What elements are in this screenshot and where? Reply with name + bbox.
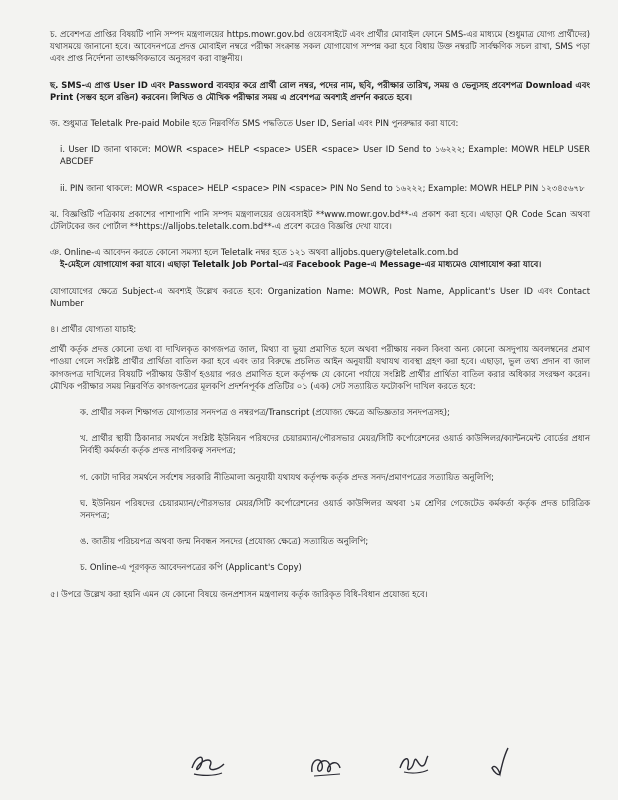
section-4-title: ৪। প্রার্থীর যোগ্যতা যাচাই: bbox=[50, 324, 137, 335]
list-item-cha: চ. Online-এ পূরণকৃত আবেদনপত্রের কপি (Applicant's Copy) bbox=[80, 562, 302, 573]
list-item-kha: খ. প্রার্থীর স্থায়ী ঠিকানার সমর্থনে সংশ্লিষ্ট ইউনিয়ন পরিষদের চেয়ারম্যান/পৌরসভার মেয়র/সিটি কর্পোরেশনের ওয়ার্ড কাউন্সিলর/ক্যান্টনমেন্ট বোর্ডের প্রধান নির্বাহী কর্মকর্তা কর্তৃক প্রদত্ত নাগরিকত্ব সনদপত্র; bbox=[80, 433, 590, 456]
para-jha: ঝ. বিজ্ঞপ্তিটি পত্রিকায় প্রকাশের পাশাপাশি পানি সম্পদ মন্ত্রণালয়ের ওয়েবসাইট **www.mowr.gov.bd**-এ প্রকাশ করা হবে। এছাড়া QR Code Scan অথবা টেলিটকের জব পোর্টাল **https://alljobs.teletalk.com.bd**-এ প্রবেশ করেও বিজ্ঞপ্তি দেখা যাবে। bbox=[50, 208, 590, 232]
signature-4 bbox=[486, 746, 516, 780]
para-ja-i: i. User ID জানা থাকলে: MOWR <space> HELP <space> USER <space> User ID Send to ১৬২২২; Example: MOWR HELP USER ABCDEF bbox=[60, 144, 590, 167]
signature-3 bbox=[396, 748, 432, 778]
section-5: ৫। উপরে উল্লেখ করা হয়নি এমন যে কোনো বিষয়ে জনপ্রশাসন মন্ত্রণালয় কর্তৃক জারিকৃত বিধি-বিধান প্রযোজ্য হবে। bbox=[50, 588, 428, 599]
list-item-uma: ঙ. জাতীয় পরিচয়পত্র অথবা জন্ম নিবন্ধন সনদের (প্রযোজ্য ক্ষেত্রে) সত্যায়িত অনুলিপি; bbox=[80, 536, 369, 547]
para-chha: ছ. SMS-এ প্রাপ্ত User ID এবং Password ব্যবহার করে প্রার্থী রোল নম্বর, পদের নাম, ছবি, পরীক্ষার তারিখ, সময় ও ভেন্যুসহ প্রবেশপত্র Download এবং Print (সম্ভব হলে রঙিন) করবেন। লিখিত ও মৌখিক পরীক্ষার সময় এ প্রবেশপত্র অবশ্যই প্রদর্শন করতে হবে। bbox=[50, 79, 590, 102]
list-item-ga: গ. কোটা দাবির সমর্থনে সর্বশেষ সরকারি নীতিমালা অনুযায়ী যথাযথ কর্তৃপক্ষ কর্তৃক প্রদত্ত সনদ/প্রমাণপত্রের সত্যায়িত অনুলিপি; bbox=[80, 471, 494, 482]
para-ja: জ. শুধুমাত্র Teletalk Pre-paid Mobile হতে নিম্নবর্ণিত SMS পদ্ধতিতে User ID, Serial এবং PIN পুনরুদ্ধার করা যাবে: bbox=[50, 118, 459, 129]
para-nya-line2: ই-মেইলে যোগাযোগ করা যাবে। এছাড়া Teletalk Job Portal-এর Facebook Page-এ Message-এর মাধ্যমেও যোগাযোগ করা যাবে। bbox=[60, 259, 542, 270]
para-cha: চ. প্রবেশপত্র প্রাপ্তির বিষয়টি পানি সম্পদ মন্ত্রণালয়ের https.mowr.gov.bd ওয়েবসাইটে এবং প্রার্থীর মোবাইল ফোনে SMS-এর মাধ্যমে (শুধুমাত্র যোগ্য প্রার্থীদের) যথাসময়ে জানানো হবে। আবেদনপত্রে প্রদত্ত মোবাইল নম্বরে পরীক্ষা সংক্রান্ত সকল যোগাযোগ সম্পন্ন করা হবে বিধায় উক্ত নম্বরটি সার্বক্ষণিক সচল রাখা, SMS পড়া এবং প্রাপ্ত নির্দেশনা তাৎক্ষণিকভাবে অনুসরণ করা বাঞ্ছনীয়। bbox=[50, 29, 590, 64]
signature-2 bbox=[306, 750, 346, 780]
list-item-gha: ঘ. ইউনিয়ন পরিষদের চেয়ারম্যান/পৌরসভার মেয়র/সিটি কর্পোরেশনের ওয়ার্ড কাউন্সিলর অথবা ১ম শ্রেণির গেজেটেড কর্মকর্তা কর্তৃক প্রদত্ত চারিত্রিক সনদপত্র; bbox=[80, 497, 590, 521]
para-contact: যোগাযোগের ক্ষেত্রে Subject-এ অবশ্যই উল্লেখ করতে হবে: Organization Name: MOWR, Post Name, Applicant's User ID এবং Contact Number bbox=[50, 285, 590, 308]
section-4-body: প্রার্থী কর্তৃক প্রদত্ত কোনো তথ্য বা দাখিলকৃত কাগজপত্র জাল, মিথ্যা বা ভুয়া প্রমাণিত হলে অথবা পরীক্ষায় নকল কিংবা অন্য কোনো অসদুপায় অবলম্বনের প্রমাণ পাওয়া গেলে সংশ্লিষ্ট প্রার্থীর প্রার্থিতা বাতিল করা হবে এবং তার বিরুদ্ধে প্রচলিত আইন অনুযায়ী যথাযথ ব্যবস্থা গ্রহণ করা হবে। এছাড়া, ভুল তথ্য প্রদান বা জাল কাগজপত্র দাখিলের বিষয়টি পরীক্ষায় উত্তীর্ণ হওয়ার পরও প্রমাণিত হলে কর্তৃপক্ষ যে কোনো পর্যায়ে সংশ্লিষ্ট প্রার্থীর প্রার্থিতা বাতিল করার অধিকার সংরক্ষণ করেন। মৌখিক পরীক্ষার সময় নিম্নবর্ণিত কাগজপত্রের মূলকপি প্রদর্শনপূর্বক প্রতিটির ০১ (এক) সেট সত্যায়িত ফটোকপি দাখিল করতে হবে: bbox=[50, 344, 590, 391]
signature-1 bbox=[188, 750, 228, 780]
list-item-ka: ক. প্রার্থীর সকল শিক্ষাগত যোগ্যতার সনদপত্র ও নম্বরপত্র/Transcript (প্রযোজ্য ক্ষেত্রে অভিজ্ঞতার সনদপত্রসহ); bbox=[80, 407, 450, 418]
para-ja-ii: ii. PIN জানা থাকলে: MOWR <space> HELP <space> PIN <space> PIN No Send to ১৬২২২; Example: MOWR HELP PIN ১২৩৪৫৬৭৮ bbox=[60, 182, 585, 193]
para-nya-line1: ঞ. Online-এ আবেদন করতে কোনো সমস্যা হলে Teletalk নম্বর হতে ১২১ অথবা alljobs.query@teletalk.com.bd bbox=[50, 247, 459, 258]
signatures-row bbox=[0, 748, 618, 788]
